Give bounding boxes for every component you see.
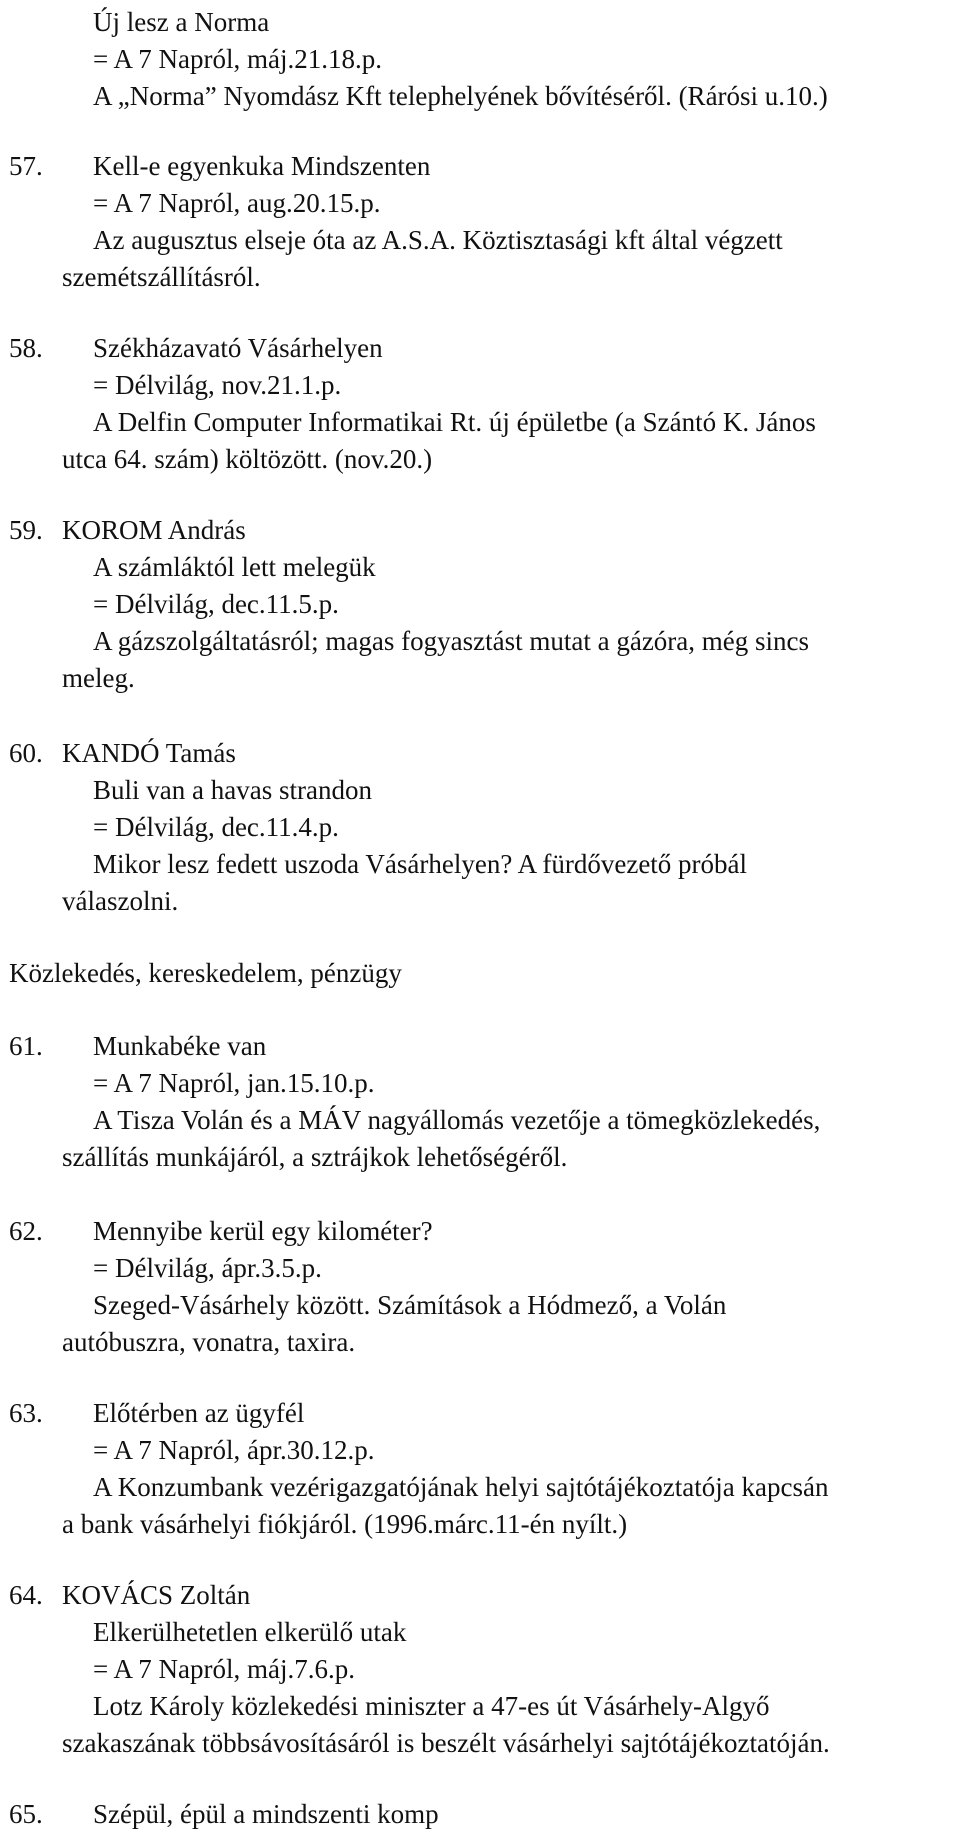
entry-source: = Délvilág, ápr.3.5.p. <box>93 1253 322 1283</box>
entry-summary-cont: autóbuszra, vonatra, taxira. <box>62 1327 356 1357</box>
entry-summary-cont: meleg. <box>62 663 135 693</box>
entry-summary-cont: szakaszának többsávosításáról is beszélt vásárhelyi sajtótájékoztatóján. <box>62 1728 830 1758</box>
entry-summary-cont: szállítás munkájáról, a sztrájkok lehetőségéről. <box>62 1142 568 1172</box>
entry-title: Elkerülhetetlen elkerülő utak <box>93 1617 407 1647</box>
entry-summary-cont: válaszolni. <box>62 886 179 916</box>
entry-number: 65. <box>9 1799 43 1829</box>
entry-title: Szépül, épül a mindszenti komp <box>93 1799 439 1829</box>
entry-title: Székházavató Vásárhelyen <box>93 333 383 363</box>
entry-summary: Mikor lesz fedett uszoda Vásárhelyen? A fürdővezető próbál <box>93 849 748 879</box>
entry-author: KOROM András <box>62 515 246 545</box>
entry-61 <box>0 1028 960 1176</box>
entry-number: 63. <box>9 1398 43 1428</box>
entry-58 <box>0 330 960 478</box>
entry-number: 61. <box>9 1031 43 1061</box>
entry-number: 57. <box>9 151 43 181</box>
entry-summary: A gázszolgáltatásról; magas fogyasztást mutat a gázóra, még sincs <box>93 626 810 656</box>
entry-source: = A 7 Napról, ápr.30.12.p. <box>93 1435 375 1465</box>
entry-summary-cont: utca 64. szám) költözött. (nov.20.) <box>62 444 433 474</box>
entry-source: = Délvilág, nov.21.1.p. <box>93 370 342 400</box>
entry-top <box>0 4 960 115</box>
entry-57 <box>0 148 960 296</box>
entry-number: 58. <box>9 333 43 363</box>
entry-title: Kell-e egyenkuka Mindszenten <box>93 151 431 181</box>
entry-number: 59. <box>9 515 43 545</box>
entry-source: = Délvilág, dec.11.5.p. <box>93 589 339 619</box>
entry-source: = Délvilág, dec.11.4.p. <box>93 812 339 842</box>
entry-59 <box>0 512 960 697</box>
entry-60 <box>0 735 960 920</box>
entry-62 <box>0 1213 960 1361</box>
entry-title: Buli van a havas strandon <box>93 775 372 805</box>
section-heading: Közlekedés, kereskedelem, pénzügy <box>9 958 402 988</box>
entry-number: 60. <box>9 738 43 768</box>
entry-63 <box>0 1395 960 1543</box>
entry-number: 62. <box>9 1216 43 1246</box>
entry-summary: Az augusztus elseje óta az A.S.A. Köztisztasági kft által végzett <box>93 225 783 255</box>
entry-title: Mennyibe kerül egy kilométer? <box>93 1216 433 1246</box>
entry-title: A számláktól lett melegük <box>93 552 376 582</box>
entry-summary: A Delfin Computer Informatikai Rt. új épületbe (a Szántó K. János <box>93 407 816 437</box>
entry-source: = A 7 Napról, jan.15.10.p. <box>93 1068 375 1098</box>
entry-summary: Szeged-Vásárhely között. Számítások a Hódmező, a Volán <box>93 1290 727 1320</box>
entry-number: 64. <box>9 1580 43 1610</box>
entry-author: KANDÓ Tamás <box>62 738 236 768</box>
entry-title: Előtérben az ügyfél <box>93 1398 305 1428</box>
entry-65 <box>0 1796 960 1833</box>
entry-summary: A Konzumbank vezérigazgatójának helyi sajtótájékoztatója kapcsán <box>93 1472 829 1502</box>
entry-summary: A Tisza Volán és a MÁV nagyállomás vezetője a tömegközlekedés, <box>93 1105 821 1135</box>
entry-source: = A 7 Napról, aug.20.15.p. <box>93 188 381 218</box>
entry-summary-cont: szemétszállításról. <box>62 262 261 292</box>
entry-summary-cont: a bank vásárhelyi fiókjáról. (1996.márc.11-én nyílt.) <box>62 1509 628 1539</box>
entry-summary: Lotz Károly közlekedési miniszter a 47-es út Vásárhely-Algyő <box>93 1691 770 1721</box>
entry-64 <box>0 1577 960 1762</box>
entry-source: = A 7 Napról, máj.7.6.p. <box>93 1654 355 1684</box>
entry-title: Új lesz a Norma <box>93 7 270 37</box>
entry-title: Munkabéke van <box>93 1031 267 1061</box>
entry-summary: A „Norma” Nyomdász Kft telephelyének bővítéséről. (Rárósi u.10.) <box>93 81 828 111</box>
entry-source: = A 7 Napról, máj.21.18.p. <box>93 44 382 74</box>
entry-author: KOVÁCS Zoltán <box>62 1580 251 1610</box>
